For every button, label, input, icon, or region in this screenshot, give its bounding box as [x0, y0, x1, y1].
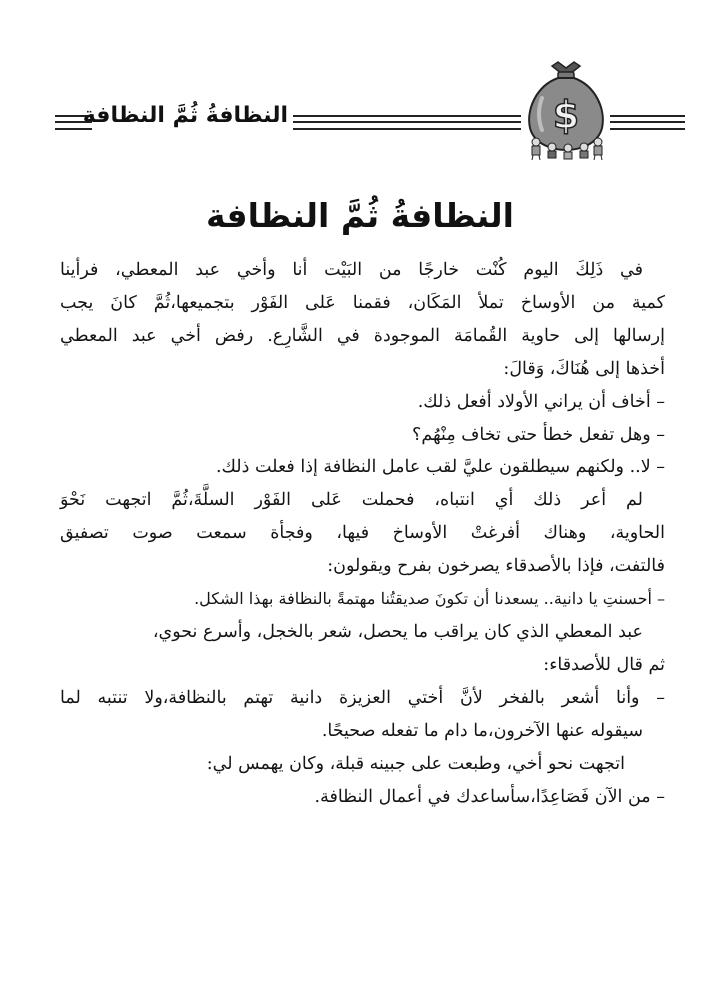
text-line: أخذها إلى هُنَاكَ، وَقالَ: [503, 358, 665, 379]
text-line: – وهل تفعل خطأ حتى تخاف مِنْهُم؟ [412, 424, 665, 445]
page-header [40, 52, 685, 162]
text-line: – أخاف أن يراني الأولاد أفعل ذلك. [417, 391, 665, 412]
money-bag-icon [522, 52, 610, 162]
text-line: اتجهت نحو أخي، وطبعت على جبينه قبلة، وكان يهمس لي: [206, 753, 625, 774]
text-line: الحاوية، وهناك أفرغتْ الأوساخ فيها، وفجأة سمعت صوت تصفيق [60, 523, 665, 544]
text-line: – وأنا أشعر بالفخر لأنَّ أختي العزيزة دانية تهتم بالنظافة،ولا تنتبه لما [60, 687, 665, 708]
header-title: النظافةُ ثُمَّ النظافة [82, 103, 288, 128]
page-title: النظافةُ ثُمَّ النظافة [206, 196, 514, 235]
dollar-symbol: $ [552, 93, 580, 137]
text-line: سيقوله عنها الآخرون،ما دام ما تفعله صحيحًا. [321, 720, 643, 741]
text-line: في ذَلِكَ اليوم كُنْت خارجًا من البَيْت أنا وأخي عبد المعطي، فرأينا [60, 260, 643, 280]
text-line: كمية من الأوساخ تملأ المَكَان، فقمنا عَلى الفَوْر بتجميعها،ثُمَّ كانَ يجب [60, 292, 665, 313]
text-line: – أحسنتِ يا دانية.. يسعدنا أن تكونَ صديقتُنا مهتمةً بالنظافة بهذا الشكل. [194, 589, 665, 609]
story-text [60, 254, 665, 813]
text-line: عبد المعطي الذي كان يراقب ما يحصل، شعر بالخجل، وأسرع نحوي، [152, 621, 643, 642]
text-line: لم أعر ذلك أي انتباه، فحملت عَلى الفَوْر السلَّةَ،ثُمَّ اتجهت نَحْوَ [60, 490, 643, 511]
text-line: إرسالها إلى حاوية القُمامَة الموجودة في الشَّارِع. رفض أخي عبد المعطي [60, 325, 665, 346]
text-line: – لا.. ولكنهم سيطلقون عليَّ لقب عامل النظافة إذا فعلت ذلك. [215, 457, 665, 478]
decorative-rule-right [610, 115, 685, 130]
text-line: ثم قال للأصدقاء: [543, 654, 665, 675]
decorative-rule-middle [293, 115, 521, 130]
text-line: فالتفت، فإذا بالأصدقاء يصرخون بفرح ويقولون: [327, 556, 665, 577]
text-line: – من الآن فَصَاعِدًا،سأساعدك في أعمال النظافة. [314, 786, 665, 807]
